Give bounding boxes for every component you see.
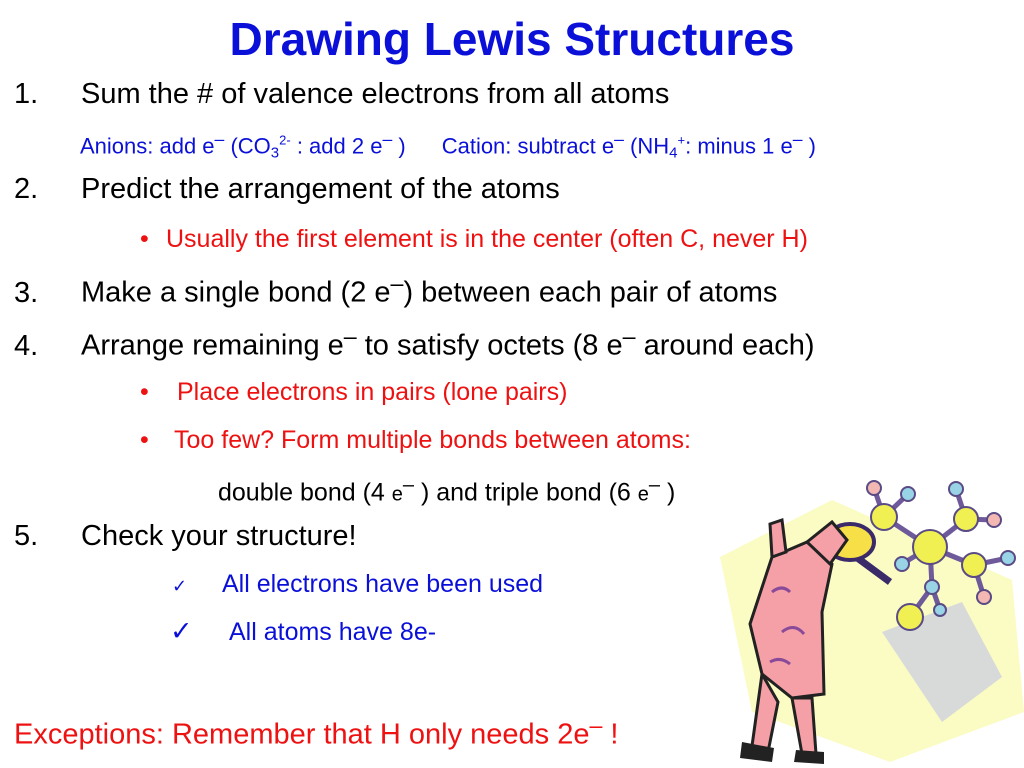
exceptions-text: !	[602, 718, 619, 751]
electron-symbol: e	[637, 483, 649, 506]
step-text: Arrange remaining e	[81, 329, 344, 362]
ion-note	[80, 129, 816, 161]
step-text: Check your structure!	[81, 520, 357, 552]
charge-sign: –	[648, 474, 661, 496]
charge-sign: –	[589, 712, 603, 738]
electron-symbol: e	[391, 483, 403, 506]
step-number: 2.	[14, 173, 39, 205]
check-item-2	[170, 616, 436, 647]
cation-text: Cation: subtract e	[441, 133, 615, 159]
step-number: 5.	[14, 520, 39, 552]
charge-sign: –	[622, 323, 636, 349]
step-text: to satisfy octets (8 e	[356, 329, 623, 362]
charge-sign: –	[402, 474, 415, 496]
step-text: around each)	[635, 329, 815, 362]
cation-text: : minus 1 e	[685, 133, 793, 159]
exceptions-text: Exceptions: Remember that H only needs 2e	[14, 718, 590, 751]
anion-text: Anions: add e	[80, 133, 215, 159]
step-4	[14, 323, 815, 363]
step-text: Predict the arrangement of the atoms	[81, 173, 560, 205]
scientist-with-magnifier-and-molecule-icon	[712, 462, 1024, 768]
cation-text: (NH	[623, 133, 670, 159]
check-text: All atoms have 8e-	[229, 618, 437, 646]
check-text: All electrons have been used	[222, 570, 544, 598]
subscript: 4	[669, 144, 678, 162]
subscript: 3	[270, 144, 280, 162]
step-text: ) between each pair of atoms	[403, 276, 778, 309]
bullet-mark: •	[140, 378, 149, 406]
step-text: Sum the # of valence electrons from all atoms	[81, 78, 670, 110]
bond-text: )	[660, 478, 676, 507]
bullet-text: Place electrons in pairs (lone pairs)	[177, 378, 568, 406]
step-3	[14, 270, 777, 310]
charge-sign: –	[214, 129, 225, 149]
anion-text: (CO	[224, 133, 271, 159]
step-1	[14, 78, 669, 111]
anion-text: )	[392, 133, 406, 159]
cation-text: )	[802, 133, 816, 159]
superscript: 2-	[279, 132, 291, 148]
bullet-mark: •	[140, 426, 149, 454]
step-number: 4.	[14, 329, 39, 362]
bullet-mark: •	[140, 225, 149, 253]
checkmark-icon: ✓	[172, 576, 188, 596]
step-text: Make a single bond (2 e	[81, 276, 391, 309]
step-2	[14, 173, 560, 206]
charge-sign: –	[390, 270, 404, 296]
page-title: Drawing Lewis Structures	[229, 13, 795, 65]
charge-sign: –	[343, 323, 357, 349]
charge-sign: –	[614, 129, 624, 149]
octet-bullet-2	[140, 426, 691, 455]
octet-bullet-1	[140, 378, 567, 407]
exceptions-note	[14, 712, 619, 752]
check-item-1	[172, 570, 543, 599]
step-number: 3.	[14, 276, 39, 309]
bullet-text: Usually the first element is in the center (often C, never H)	[166, 225, 808, 253]
charge-sign: –	[792, 129, 803, 149]
step-5	[14, 520, 357, 553]
bond-text: ) and triple bond (6	[414, 478, 638, 507]
checkmark-icon: ✓	[170, 616, 193, 646]
bond-text: double bond (4	[218, 478, 392, 507]
bond-note	[218, 474, 675, 507]
arrangement-bullet	[140, 225, 808, 254]
superscript: +	[677, 132, 686, 148]
charge-sign: –	[382, 129, 393, 149]
anion-text: : add 2 e	[290, 133, 383, 159]
step-number: 1.	[14, 78, 39, 110]
bullet-text: Too few? Form multiple bonds between atoms:	[174, 426, 691, 454]
